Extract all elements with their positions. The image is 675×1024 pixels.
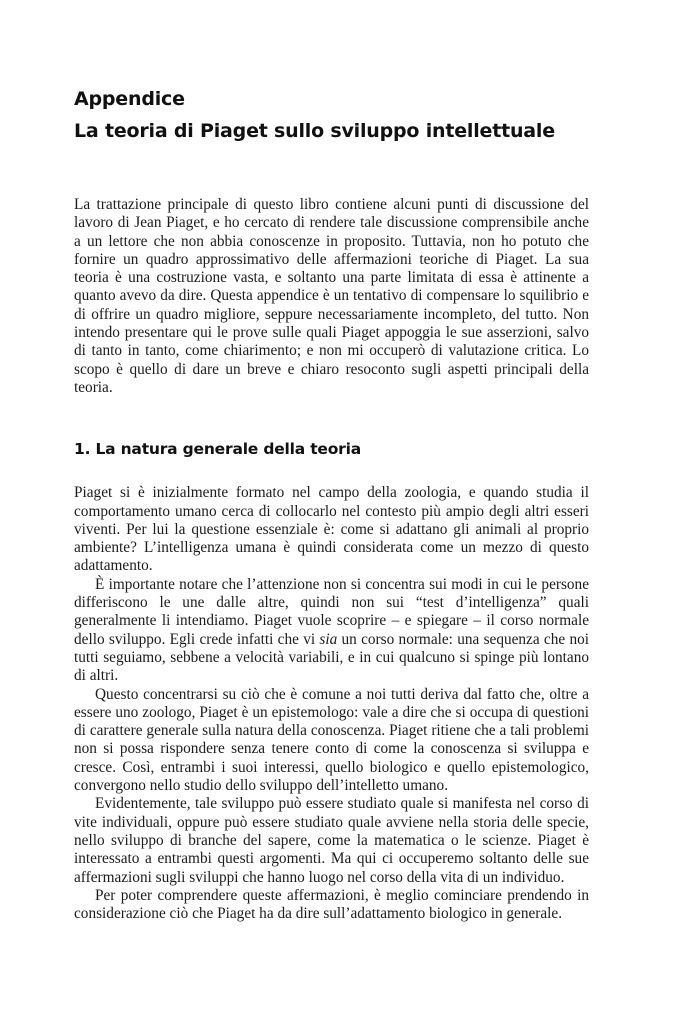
section-title: 1. La natura generale della teoria [74,440,361,459]
paragraph-2-text-end: un corso normale: una sequenza che noi tutti seguiamo, sebbene a velocità variabili, e in cui qualcuno si spinge più lontano di altri. [74,630,589,685]
section-paragraph-2 [74,576,589,686]
document-page [74,84,589,923]
section-paragraph-5: Per poter comprendere queste affermazioni, è meglio cominciare prendendo in considerazione ciò che Piaget ha da dire sull’adattamento biologico in generale. [74,886,589,923]
section-paragraph-3: Questo concentrarsi su ciò che è comune a noi tutti deriva dal fatto che, oltre a essere uno zoologo, Piaget è un epistemologo: vale a dire che si occupa di questioni di carattere generale sulla natura della conoscenza. Piaget ritiene che a tali problemi non si possa rispondere senza tenere conto di come la conoscenza si sviluppa e cresce. Così, entrambi i suoi interessi, quello biologico e quello epistemologico, convergono nello studio dello sviluppo dell’intelletto umano. [74,685,589,795]
appendix-label: Appendice [74,88,185,110]
section-paragraph-1: Piaget si è inizialmente formato nel campo della zoologia, e quando studia il comportamento umano cerca di collocarlo nel contesto più ampio degli altri esseri viventi. Per lui la questione essenziale è: come si adattano gli animali al proprio ambiente? L’intelligenza umana è quindi considerata come un mezzo di questo adattamento. [74,484,589,575]
section-paragraph-4: Evidentemente, tale sviluppo può essere studiato quale si manifesta nel corso di vite individuali, oppure può essere studiato quale avviene nella storia delle specie, nello sviluppo di branche del sapere, come la matematica o le scienze. Piaget è interessato a entrambi questi argomenti. Ma qui ci occuperemo soltanto delle sue affermazioni sugli sviluppi che hanno luogo nel corso della vita di un individuo. [74,795,589,886]
paragraph-2-text-start: È importante notare che l’attenzione non si concentra sui modi in cui le persone differiscono le une dalle altre, quindi non sui “test d’intelligenza” quali generalmente li intendiamo. Piaget vuole scoprire – e spiegare – il corso normale dello sviluppo. Egli crede infatti che vi [74,575,589,648]
emphasized-word: sia [319,630,338,648]
chapter-title: La teoria di Piaget sullo sviluppo intellettuale [74,120,555,142]
intro-paragraph: La trattazione principale di questo libro contiene alcuni punti di discussione del lavoro di Jean Piaget, e ho cercato di rendere tale discussione comprensibile anche a un lettore che non abbia conoscenze in proposito. Tuttavia, non ho potuto che fornire un quadro approssimativo delle affermazioni teoriche di Piaget. La sua teoria è una costruzione vasta, e soltanto una parte limitata di essa è attinente a quanto avevo da dire. Questa appendice è un tentativo di compensare lo squilibrio e di offrire un quadro migliore, seppure necessariamente incompleto, del tutto. Non intendo presentare qui le prove sulle quali Piaget appoggia le sue asserzioni, salvo di tanto in tanto, come chiarimento; e non mi occuperò di valutazione critica. Lo scopo è quello di dare un breve e chiaro resoconto sugli aspetti principali della teoria. [74,196,589,396]
